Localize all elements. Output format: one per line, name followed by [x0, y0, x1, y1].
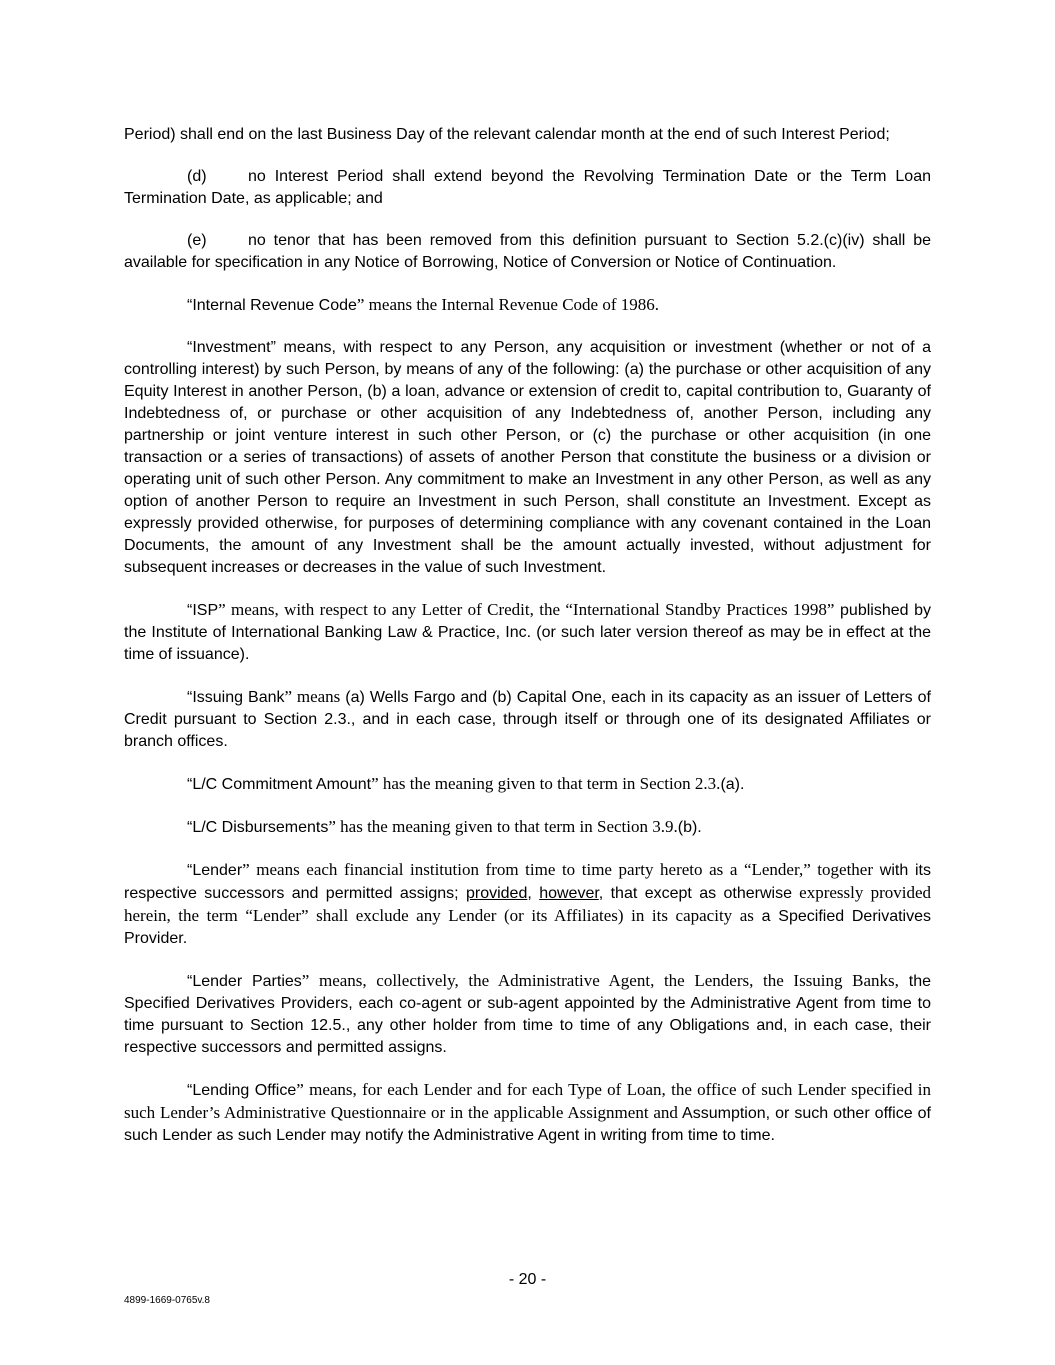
- document-id: 4899-1669-0765v.8: [124, 1295, 210, 1306]
- definition-text: a Specified Derivatives Provider.: [124, 908, 931, 947]
- definition-term: “Internal Revenue Code: [187, 297, 357, 314]
- definition-text: with its respective successors and permitted assigns;: [124, 862, 932, 902]
- clause-e: [124, 230, 931, 274]
- definition-lender-parties: [124, 970, 931, 1059]
- paragraph-period-continuation: Period) shall end on the last Business Day of the relevant calendar month at the end of such Interest Period;: [124, 126, 890, 143]
- definition-investment: [124, 337, 931, 579]
- definition-term: “L/C Disbursements: [187, 819, 329, 836]
- definition-term: “L/C Commitment Amount: [187, 776, 372, 793]
- definition-lending-office: [124, 1079, 931, 1147]
- definition-isp: [124, 599, 931, 666]
- definition-term: “Lender Parties: [187, 973, 302, 990]
- page-number: - 20 -: [508, 1271, 547, 1288]
- definition-text-serif: expressly provided herein, the term “Lender” shall exclude any Lender (or its Affiliates) in its capacity as: [124, 883, 932, 925]
- definition-text: (b).: [677, 819, 702, 836]
- definition-text-serif: ” means: [284, 687, 341, 706]
- page-body: [124, 124, 931, 1167]
- definition-lc-disbursements: [124, 816, 931, 839]
- definition-text: Assumption, or such other office of such Lender as such Lender may notify the Administrative Agent in writing from time to time.: [124, 1105, 931, 1144]
- definition-term: “Investment: [187, 339, 271, 356]
- definition-text: , that except as otherwise: [598, 885, 792, 902]
- definition-internal-revenue-code: [124, 294, 931, 317]
- definition-text-serif: ” means each financial institution from time to time party hereto as a “Lender,” together: [242, 860, 874, 879]
- definition-text: the Specified Derivatives Providers, each co-agent or sub-agent appointed by the Administrative Agent from time to time pursuant to Section 12.5., any other holder from time to time of any Obligations and, in each case, their respective successors and permitted assigns.: [124, 973, 931, 1056]
- definition-text: ” means, with respect to any Person, any acquisition or investment (whether or not of a controlling interest) by such Person, by means of any of the following: (a) the purchase or other acquisition of any Equity Interest in another Person, (b) a loan, advance or extension of credit to, capital contribution to, Guaranty of Indebtedness of, or purchase or other acquisition of any Indebtedness of, another Person, including any partnership or joint venture interest in such other Person, or (c) the purchase or other acquisition (in one transaction or a series of transactions) of assets of another Person that constitute the business or a division or operating unit of such other Person. Any commitment to make an Investment in any other Person, as well as any option of another Person to require an Investment in such Person, shall constitute an Investment. Except as expressly provided otherwise, for purposes of determining compliance with any covenant contained in the Loan Documents, the amount of any Investment shall be the amount actually invested, without adjustment for subsequent increases or decreases in the value of such Investment.: [124, 339, 931, 576]
- definition-text-serif: ” means, with respect to any Letter of Credit, the “International Standby Practices 1998”: [218, 600, 835, 619]
- definition-comma: ,: [527, 885, 540, 902]
- clause-e-number: (e): [187, 232, 207, 249]
- definition-term: “Lender: [187, 862, 243, 879]
- clause-d-text: no Interest Period shall extend beyond the Revolving Termination Date or the Term Loan Termination Date, as applicable; and: [124, 168, 931, 207]
- definition-text-serif: ” has the meaning given to that term in Section 3.9.: [328, 817, 678, 836]
- provided-underlined: provided: [465, 885, 528, 902]
- definition-term: “Lending Office: [187, 1082, 297, 1099]
- definition-issuing-bank: [124, 686, 931, 753]
- however-underlined: however: [539, 885, 599, 902]
- definition-text: ” means the Internal Revenue Code of 1986.: [356, 295, 660, 314]
- definition-text: published by the Institute of International Banking Law & Practice, Inc. (or such later version thereof as may be in effect at the time of issuance).: [124, 602, 931, 663]
- definition-lc-commitment-amount: [124, 773, 931, 796]
- definition-term: “ISP: [187, 602, 219, 619]
- clause-d: [124, 166, 931, 210]
- definition-text-serif: ” has the meaning given to that term in Section 2.3.: [371, 774, 721, 793]
- definition-lender: [124, 859, 931, 950]
- definition-term: “Issuing Bank: [187, 689, 285, 706]
- clause-e-text: no tenor that has been removed from this definition pursuant to Section 5.2.(c)(iv) shall be available for specification in any Notice of Borrowing, Notice of Conversion or Notice of Continuation.: [124, 232, 931, 271]
- clause-d-number: (d): [187, 168, 207, 185]
- definition-text: (a).: [720, 776, 745, 793]
- definition-text-serif: ” means, for each Lender and for each Type of Loan, the office of such Lender specified in such Lender’s Administrative Questionnaire or in the applicable Assignment and: [124, 1080, 931, 1122]
- definition-text-serif: ” means, collectively, the Administrative Agent, the Lenders, the Issuing Banks,: [301, 971, 899, 990]
- definition-text: (a) Wells Fargo and (b) Capital One, each in its capacity as an issuer of Letters of Credit pursuant to Section 2.3., and in each case, through itself or through one of its designated Affiliates or branch offices.: [124, 689, 931, 750]
